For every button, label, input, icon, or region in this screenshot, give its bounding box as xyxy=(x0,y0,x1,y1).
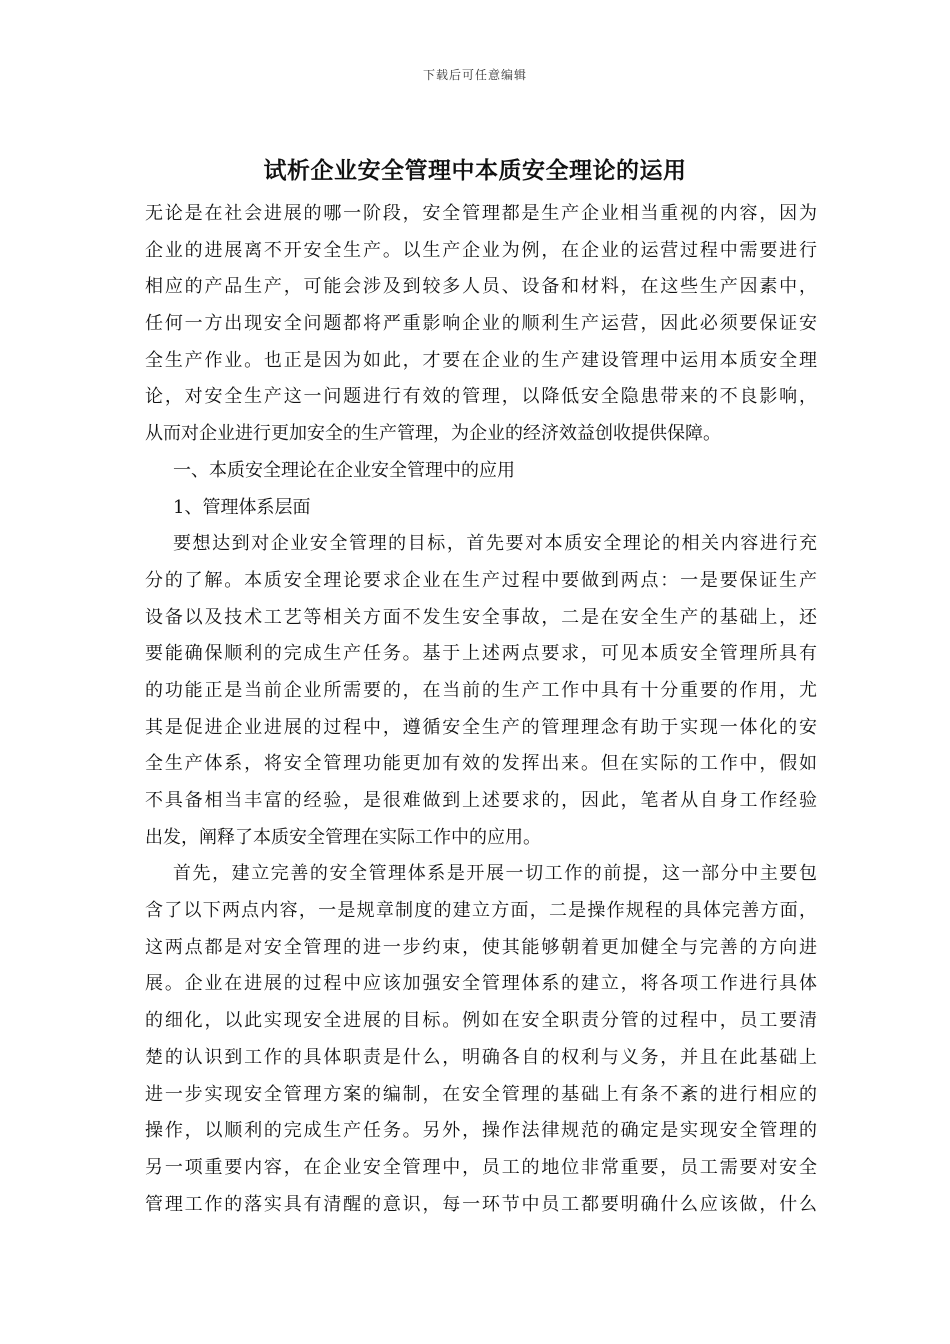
body-line: 1、管理体系层面 xyxy=(173,496,311,518)
body-line: 无论是在社会进展的哪一阶段，安全管理都是生产企业相当重视的内容，因为 xyxy=(145,203,817,224)
body-line: 要想达到对企业安全管理的目标，首先要对本质安全理论的相关内容进行充 xyxy=(173,533,817,555)
body-line: 从而对企业进行更加安全的生产管理，为企业的经济效益创收提供保障。 xyxy=(145,423,721,445)
body-line: 设备以及技术工艺等相关方面不发生安全事故，二是在安全生产的基础上，还 xyxy=(145,606,817,628)
header-note: 下载后可任意编辑 xyxy=(422,68,527,82)
body-line: 要能确保顺利的完成生产任务。基于上述两点要求，可见本质安全管理所具有 xyxy=(145,643,817,665)
body-line: 展。企业在进展的过程中应该加强安全管理体系的建立，将各项工作进行具体 xyxy=(145,973,817,995)
body-line: 出发，阐释了本质安全管理在实际工作中的应用。 xyxy=(145,826,541,848)
body-line: 含了以下两点内容，一是规章制度的建立方面，二是操作规程的具体完善方面， xyxy=(145,900,817,922)
body-line: 分的了解。本质安全理论要求企业在生产过程中要做到两点：一是要保证生产 xyxy=(145,569,817,591)
body-line: 全生产体系，将安全管理功能更加有效的发挥出来。但在实际的工作中，假如 xyxy=(145,753,817,775)
body-line: 相应的产品生产，可能会涉及到较多人员、设备和材料，在这些生产因素中， xyxy=(145,276,817,298)
body-line: 的功能正是当前企业所需要的，在当前的生产工作中具有十分重要的作用，尤 xyxy=(145,679,817,701)
body-line: 一、本质安全理论在企业安全管理中的应用 xyxy=(173,459,515,481)
body-line: 全生产作业。也正是因为如此，才要在企业的生产建设管理中运用本质安全理 xyxy=(145,349,817,371)
body-line: 楚的认识到工作的具体职责是什么，明确各自的权利与义务，并且在此基础上 xyxy=(145,1046,817,1068)
body-line: 进一步实现安全管理方案的编制，在安全管理的基础上有条不紊的进行相应的 xyxy=(145,1083,817,1105)
document-title: 试析企业安全管理中本质安全理论的运用 xyxy=(263,158,687,184)
body-line: 其是促进企业进展的过程中，遵循安全生产的管理理念有助于实现一体化的安 xyxy=(145,716,817,738)
body-line: 企业的进展离不开安全生产。以生产企业为例，在企业的运营过程中需要进行 xyxy=(145,239,817,261)
body-line: 另一项重要内容，在企业安全管理中，员工的地位非常重要，员工需要对安全 xyxy=(145,1156,817,1178)
body-line: 首先，建立完善的安全管理体系是开展一切工作的前提，这一部分中主要包 xyxy=(173,863,817,885)
body-line: 这两点都是对安全管理的进一步约束，使其能够朝着更加健全与完善的方向进 xyxy=(145,936,817,958)
body-line: 的细化，以此实现安全进展的目标。例如在安全职责分管的过程中，员工要清 xyxy=(145,1010,817,1032)
body-line: 论，对安全生产这一问题进行有效的管理，以降低安全隐患带来的不良影响， xyxy=(145,386,817,408)
body-line: 操作，以顺利的完成生产任务。另外，操作法律规范的确定是实现安全管理的 xyxy=(145,1120,817,1142)
body-line: 不具备相当丰富的经验，是很难做到上述要求的，因此，笔者从自身工作经验 xyxy=(145,790,817,811)
body-line: 任何一方出现安全问题都将严重影响企业的顺利生产运营，因此必须要保证安 xyxy=(145,313,817,335)
body-line: 管理工作的落实具有清醒的意识，每一环节中员工都要明确什么应该做，什么 xyxy=(145,1193,817,1215)
document-body xyxy=(145,196,817,1223)
